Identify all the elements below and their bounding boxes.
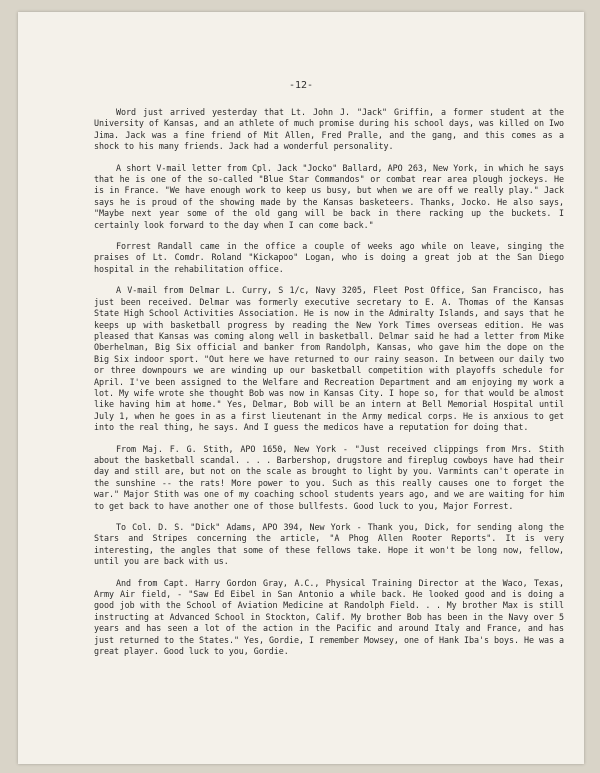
paragraph-ballard: A short V-mail letter from Cpl. Jack "Jocko" Ballard, APO 263, New York, in which he says that he is one of the so-called "Blue Star Commandos" or combat rear area plough jockeys. He is in France. "We have enough work to keep us busy, but when we are off we really play." Jack says he is proud of the showing made by the Kansas basketeers. Thanks, Jocko. He also says, "Maybe next year some of the old gang will be back in there racking up the buckets. I certainly look forward to the day when I can come back." <box>94 162 564 230</box>
page-number: -12- <box>288 80 314 91</box>
document-page <box>18 12 584 764</box>
paragraph-curry: A V-mail from Delmar L. Curry, S 1/c, Navy 3205, Fleet Post Office, San Francisco, has just been received. Delmar was formerly executive secretary to E. A. Thomas of the Kansas State High School Activities Association. He is now in the Admiralty Islands, and says that he keeps up with basketball progress by reading the New York Times overseas edition. He was pleased that Kansas was coming along well in basketball. Delmar said he had a letter from Mike Oberhelman, Big Six official and banker from Randolph, Kansas, who gave him the dope on the Big Six indoor sport. "Out here we have returned to our rainy season. In between our daily two or three downpours we are winding up our basketball competition with playoffs schedule for April. I've been assigned to the Welfare and Recreation Department and am enjoying my work a lot. My wife wrote she thought Bob was now in Kansas City. I hope so, for that would be almost like having him at home." Yes, Delmar, Bob will be an intern at Bell Memorial Hospital until July 1, when he goes in as a first lieutenant in the Army medical corps. He is anxious to get into the real thing, he says. And I guess the medicos have a reputation for doing that. <box>94 285 564 433</box>
paragraph-adams: To Col. D. S. "Dick" Adams, APO 394, New York - Thank you, Dick, for sending along the Stars and Stripes concerning the article, "A Phog Allen Rooter Reports". It is very interesting, the angles that some of these fellows take. Hope it won't be long now, fellow, until you are back with us. <box>94 522 564 567</box>
paragraph-iwo-jima: Word just arrived yesterday that Lt. John J. "Jack" Griffin, a former student at the University of Kansas, and an athlete of much promise during his school days, was killed on Iwo Jima. Jack was a fine friend of Mit Allen, Fred Pralle, and the gang, and this comes as a shock to his many friends. Jack had a wonderful personality. <box>94 107 564 152</box>
letter-body <box>94 107 564 667</box>
paragraph-stith: From Maj. F. G. Stith, APO 1650, New York - "Just received clippings from Mrs. Stith about the basketball scandal. . . . Barbershop, drugstore and fireplug cowboys have had their day and still are, but not on the scale as brought to light by you. Varmints can't operate in the sunshine -- the rats! More power to you. Such as this really causes one to forget the war." Major Stith was one of my coaching school students years ago, and we are waiting for him to get back to have another one of those bullfests. Good luck to you, Major Forrest. <box>94 443 564 511</box>
paragraph-randall: Forrest Randall came in the office a couple of weeks ago while on leave, singing the praises of Lt. Comdr. Roland "Kickapoo" Logan, who is doing a great job at the San Diego hospital in the rehabilitation office. <box>94 241 564 274</box>
paragraph-gray: And from Capt. Harry Gordon Gray, A.C., Physical Training Director at the Waco, Texas, Army Air field, - "Saw Ed Eibel in San Antonio a while back. He looked good and is doing a good job with the School of Aviation Medicine at Randolph Field. . . My brother Max is still instructing at Advanced School in Stockton, Calif. My brother Bob has been in the Navy over 5 years and has seen a lot of the action in the Pacific and around Italy and France, and has just returned to the States." Yes, Gordie, I remember Mowsey, one of Hank Iba's boys. He was a great player. Good luck to you, Gordie. <box>94 577 564 657</box>
